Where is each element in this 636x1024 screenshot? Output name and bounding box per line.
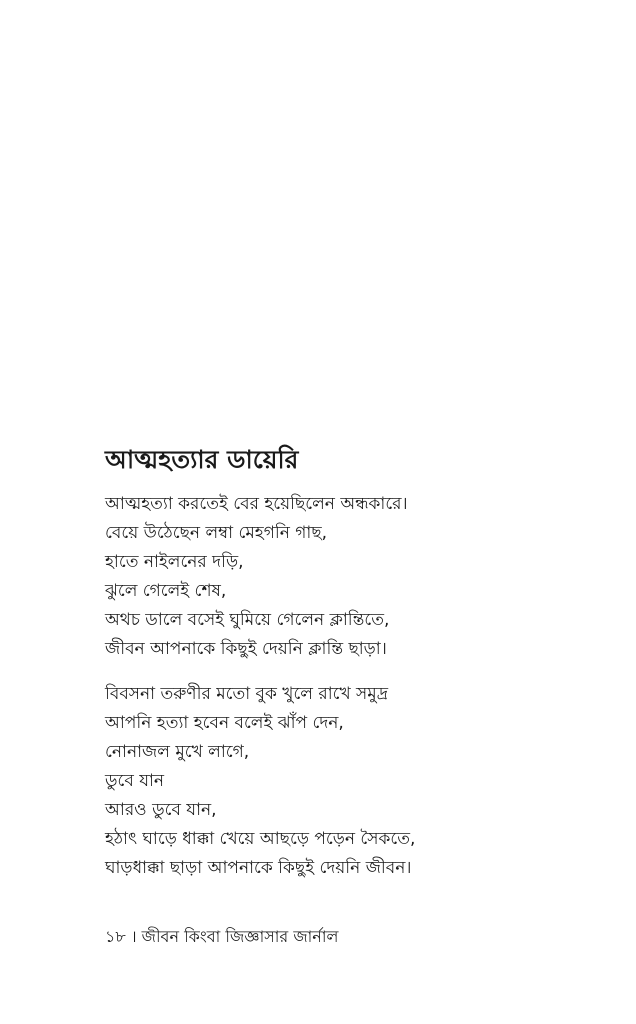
poem-line: নোনাজল মুখে লাগে,: [105, 742, 250, 762]
poem-line: বিবসনা তরুণীর মতো বুক খুলে রাখে সমুদ্র: [105, 684, 389, 704]
page-footer: ১৮ । জীবন কিংবা জিজ্ঞাসার জার্নাল: [105, 927, 339, 946]
poem-line: ঘাড়ধাক্কা ছাড়া আপনাকে কিছুই দেয়নি জীবন।: [105, 858, 412, 878]
poem: [105, 440, 605, 883]
poem-line: অথচ ডালে বসেই ঘুমিয়ে গেলেন ক্লান্তিতে,: [105, 610, 390, 630]
stanza-2: [105, 680, 605, 883]
poem-title: আত্মহত্যার ডায়েরি: [105, 445, 299, 474]
poem-line: ডুবে যান: [105, 771, 165, 791]
poem-line: হাতে নাইলনের দড়ি,: [105, 552, 244, 572]
poem-line: হঠাৎ ঘাড়ে ধাক্কা খেয়ে আছড়ে পড়েন সৈকতে,: [105, 829, 416, 849]
poem-line: আরও ডুবে যান,: [105, 800, 217, 820]
stanza-1: [105, 490, 605, 664]
poem-line: আপনি হত্যা হবেন বলেই ঝাঁপ দেন,: [105, 713, 344, 733]
poem-line: জীবন আপনাকে কিছুই দেয়নি ক্লান্তি ছাড়া।: [105, 639, 387, 659]
poem-line: বেয়ে উঠেছেন লম্বা মেহগনি গাছ,: [105, 523, 328, 543]
poem-line: আত্মহত্যা করতেই বের হয়েছিলেন অন্ধকারে।: [105, 494, 408, 514]
poem-line: ঝুলে গেলেই শেষ,: [105, 581, 227, 601]
